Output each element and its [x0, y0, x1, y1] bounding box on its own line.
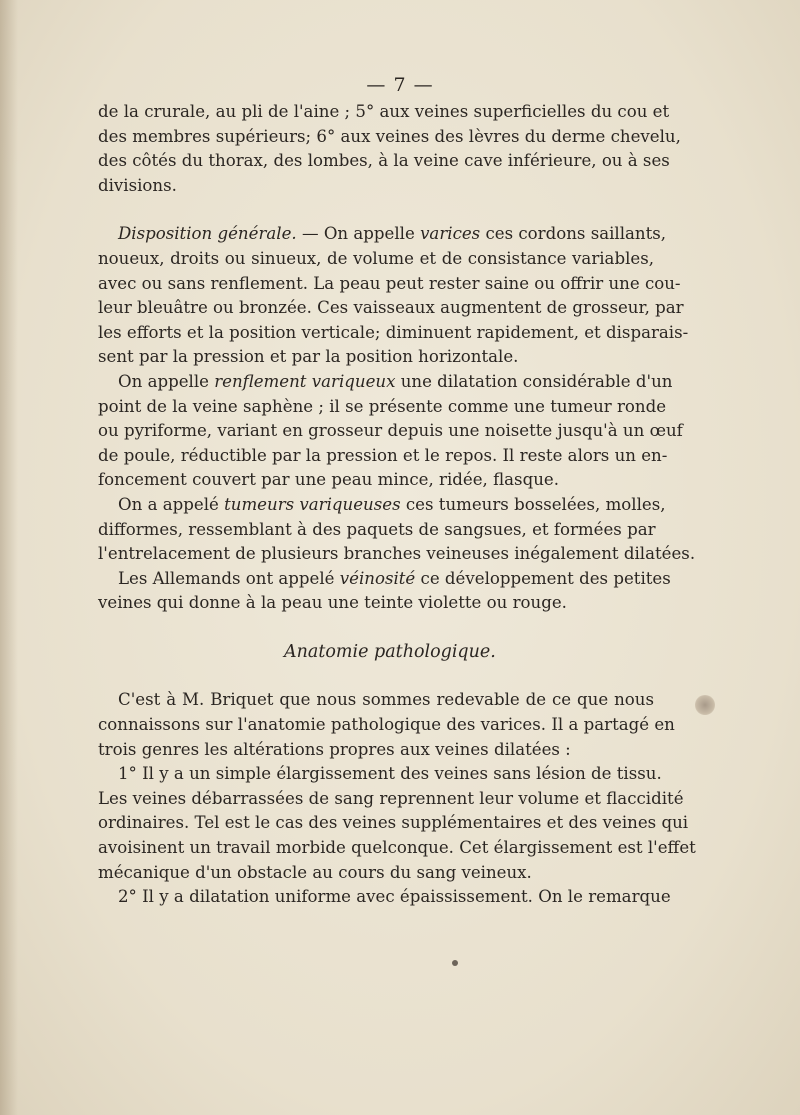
body-text [98, 100, 696, 910]
allemands-first-line [98, 567, 671, 592]
text-fragment: On a appelé [118, 494, 225, 514]
text-line: trois genres les altérations propres aux veines dilatées : [98, 739, 571, 759]
italic-term: tumeurs variqueuses [224, 494, 401, 514]
italic-term: véinosité [339, 568, 416, 588]
ink-dot [452, 960, 458, 966]
italic-term: varices [420, 224, 481, 244]
text-line: 2° Il y a dilatation uniforme avec épaississement. On le remarque [118, 887, 671, 907]
text-line: noueux, droits ou sinueux, de volume et de consistance variables, [98, 248, 654, 268]
text-line: de poule, réductible par la pression et le repos. Il reste alors un en- [98, 445, 668, 465]
text-line: mécanique d'un obstacle au cours du sang veineux. [98, 862, 532, 882]
text-line: C'est à M. Briquet que nous sommes redevable de ce que nous [118, 690, 654, 710]
text-fragment: une dilatation considérable d'un [395, 371, 673, 391]
text-line: leur bleuâtre ou bronzée. Ces vaisseaux augmentent de grosseur, par [98, 298, 684, 318]
text-fragment: — On appelle [296, 224, 421, 244]
text-line: sent par la pression et par la position horizontale. [98, 347, 519, 367]
text-fragment: ces tumeurs bosselées, molles, [400, 494, 666, 514]
text-line: avec ou sans renflement. La peau peut rester saine ou offrir une cou- [98, 273, 681, 293]
text-line: foncement couvert par une peau mince, ridée, flasque. [98, 470, 559, 490]
text-line: 1° Il y a un simple élargissement des veines sans lésion de tissu. [118, 764, 662, 784]
text-line: divisions. [98, 175, 177, 195]
paper-stain [695, 695, 715, 715]
text-line: de la crurale, au pli de l'aine ; 5° aux veines superficielles du cou et [98, 102, 670, 121]
text-fragment: ce développement des petites [415, 568, 671, 588]
text-line: l'entrelacement de plusieurs branches veineuses inégalement dilatées. [98, 544, 696, 564]
page-number: — 7 — [366, 74, 434, 96]
text-line: ou pyriforme, variant en grosseur depuis une noisette jusqu'à un œuf [98, 421, 683, 441]
page-edge-shadow [0, 0, 18, 1115]
section-title-disposition: Disposition générale. [118, 224, 297, 244]
text-line: des membres supérieurs; 6° aux veines des lèvres du derme chevelu, [98, 126, 681, 146]
text-line: ordinaires. Tel est le cas des veines supplémentaires et des veines qui [98, 813, 689, 833]
disposition-first-line [98, 222, 667, 247]
section-heading-anatomie: Anatomie pathologique. [284, 641, 496, 662]
spacer [98, 664, 654, 688]
text-line: veines qui donne à la peau une teinte violette ou rouge. [98, 593, 567, 613]
text-line: les efforts et la position verticale; diminuent rapidement, et disparais- [98, 322, 689, 342]
italic-term: renflement variqueux [214, 371, 396, 391]
text-line: des côtés du thorax, des lombes, à la veine cave inférieure, ou à ses [98, 151, 670, 171]
text-fragment: Les Allemands ont appelé [118, 568, 340, 588]
text-line: point de la veine saphène ; il se présente comme une tumeur ronde [98, 396, 667, 416]
text-line: difformes, ressemblant à des paquets de sangsues, et formées par [98, 519, 656, 539]
spacer [98, 616, 654, 640]
tumeurs-first-line [98, 493, 666, 518]
text-line: avoisinent un travail morbide quelconque. Cet élargissement est l'effet [98, 838, 696, 858]
text-fragment: ces cordons saillants, [480, 224, 667, 244]
text-line: Les veines débarrassées de sang reprennent leur volume et flaccidité [98, 788, 684, 808]
text-fragment: On appelle [118, 371, 215, 391]
text-line: connaissons sur l'anatomie pathologique des varices. Il a partagé en [98, 715, 675, 735]
renflement-first-line [98, 370, 673, 395]
spacer [98, 198, 654, 222]
